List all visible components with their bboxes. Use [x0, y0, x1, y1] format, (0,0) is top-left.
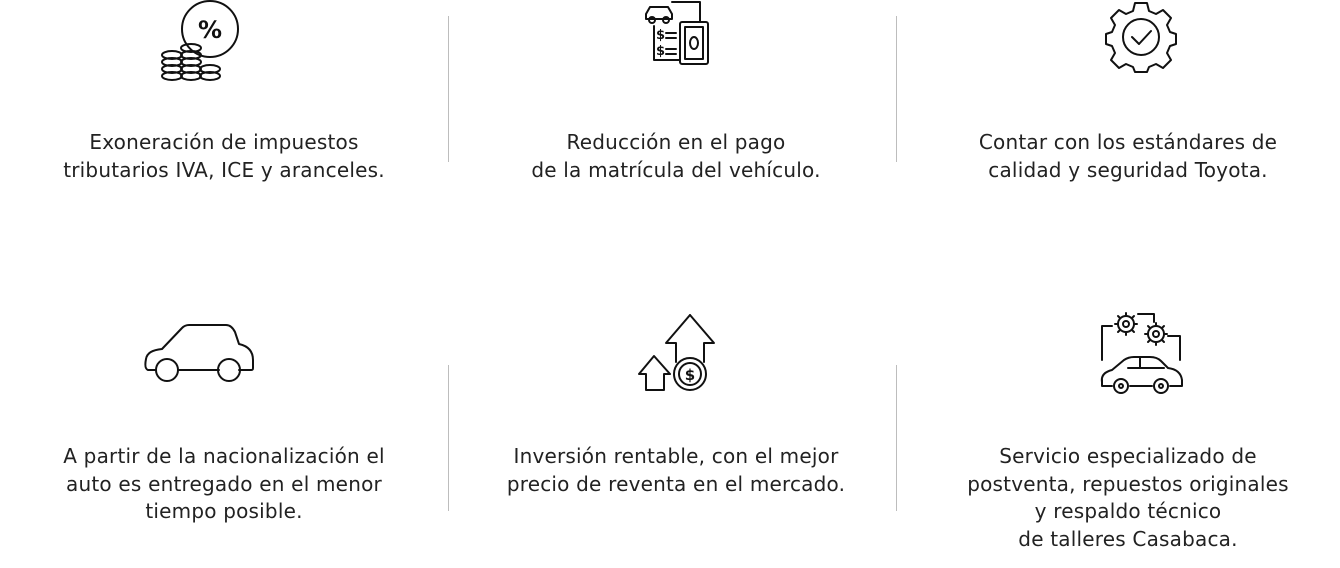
- car-outline-icon: [144, 322, 256, 382]
- divider-row1-left: [448, 16, 449, 162]
- benefit-registration-text: Reducción en el pago de la matrícula del vehículo.: [531, 130, 821, 182]
- dollar-symbol-2: $: [656, 44, 666, 59]
- benefit-toyota-standards: [916, 0, 1340, 200]
- benefit-service-text: Servicio especializado de postventa, repuestos originales y respaldo técnico de talleres Casabaca.: [967, 444, 1289, 551]
- benefit-profitable-investment: [452, 300, 900, 568]
- car-service-gears-icon: [1098, 310, 1184, 396]
- growth-arrows-coin-icon: [636, 312, 718, 394]
- benefit-toyota-text: Contar con los estándares de calidad y seguridad Toyota.: [978, 130, 1278, 182]
- dollar-symbol-1: $: [656, 28, 666, 43]
- benefit-tax-exemption-text: Exoneración de impuestos tributarios IVA, ICE y aranceles.: [63, 130, 385, 182]
- quality-gear-check-icon: [1104, 0, 1178, 74]
- benefit-registration-reduction: [452, 0, 900, 200]
- divider-row2-left: [448, 365, 449, 511]
- coin-dollar-symbol: $: [684, 366, 696, 384]
- benefit-specialized-service: [916, 300, 1340, 568]
- divider-row1-right: [896, 16, 897, 162]
- benefit-fast-delivery: [0, 300, 448, 568]
- percent-symbol: %: [197, 16, 223, 44]
- benefit-delivery-text: A partir de la nacionalización el auto es entregado en el menor tiempo posible.: [63, 444, 385, 523]
- benefit-investment-text: Inversión rentable, con el mejor precio de reventa en el mercado.: [506, 444, 846, 496]
- coins-percent-icon: [158, 0, 242, 86]
- divider-row2-right: [896, 365, 897, 511]
- vehicle-payment-icon: [642, 0, 712, 68]
- benefit-tax-exemption: [0, 0, 448, 200]
